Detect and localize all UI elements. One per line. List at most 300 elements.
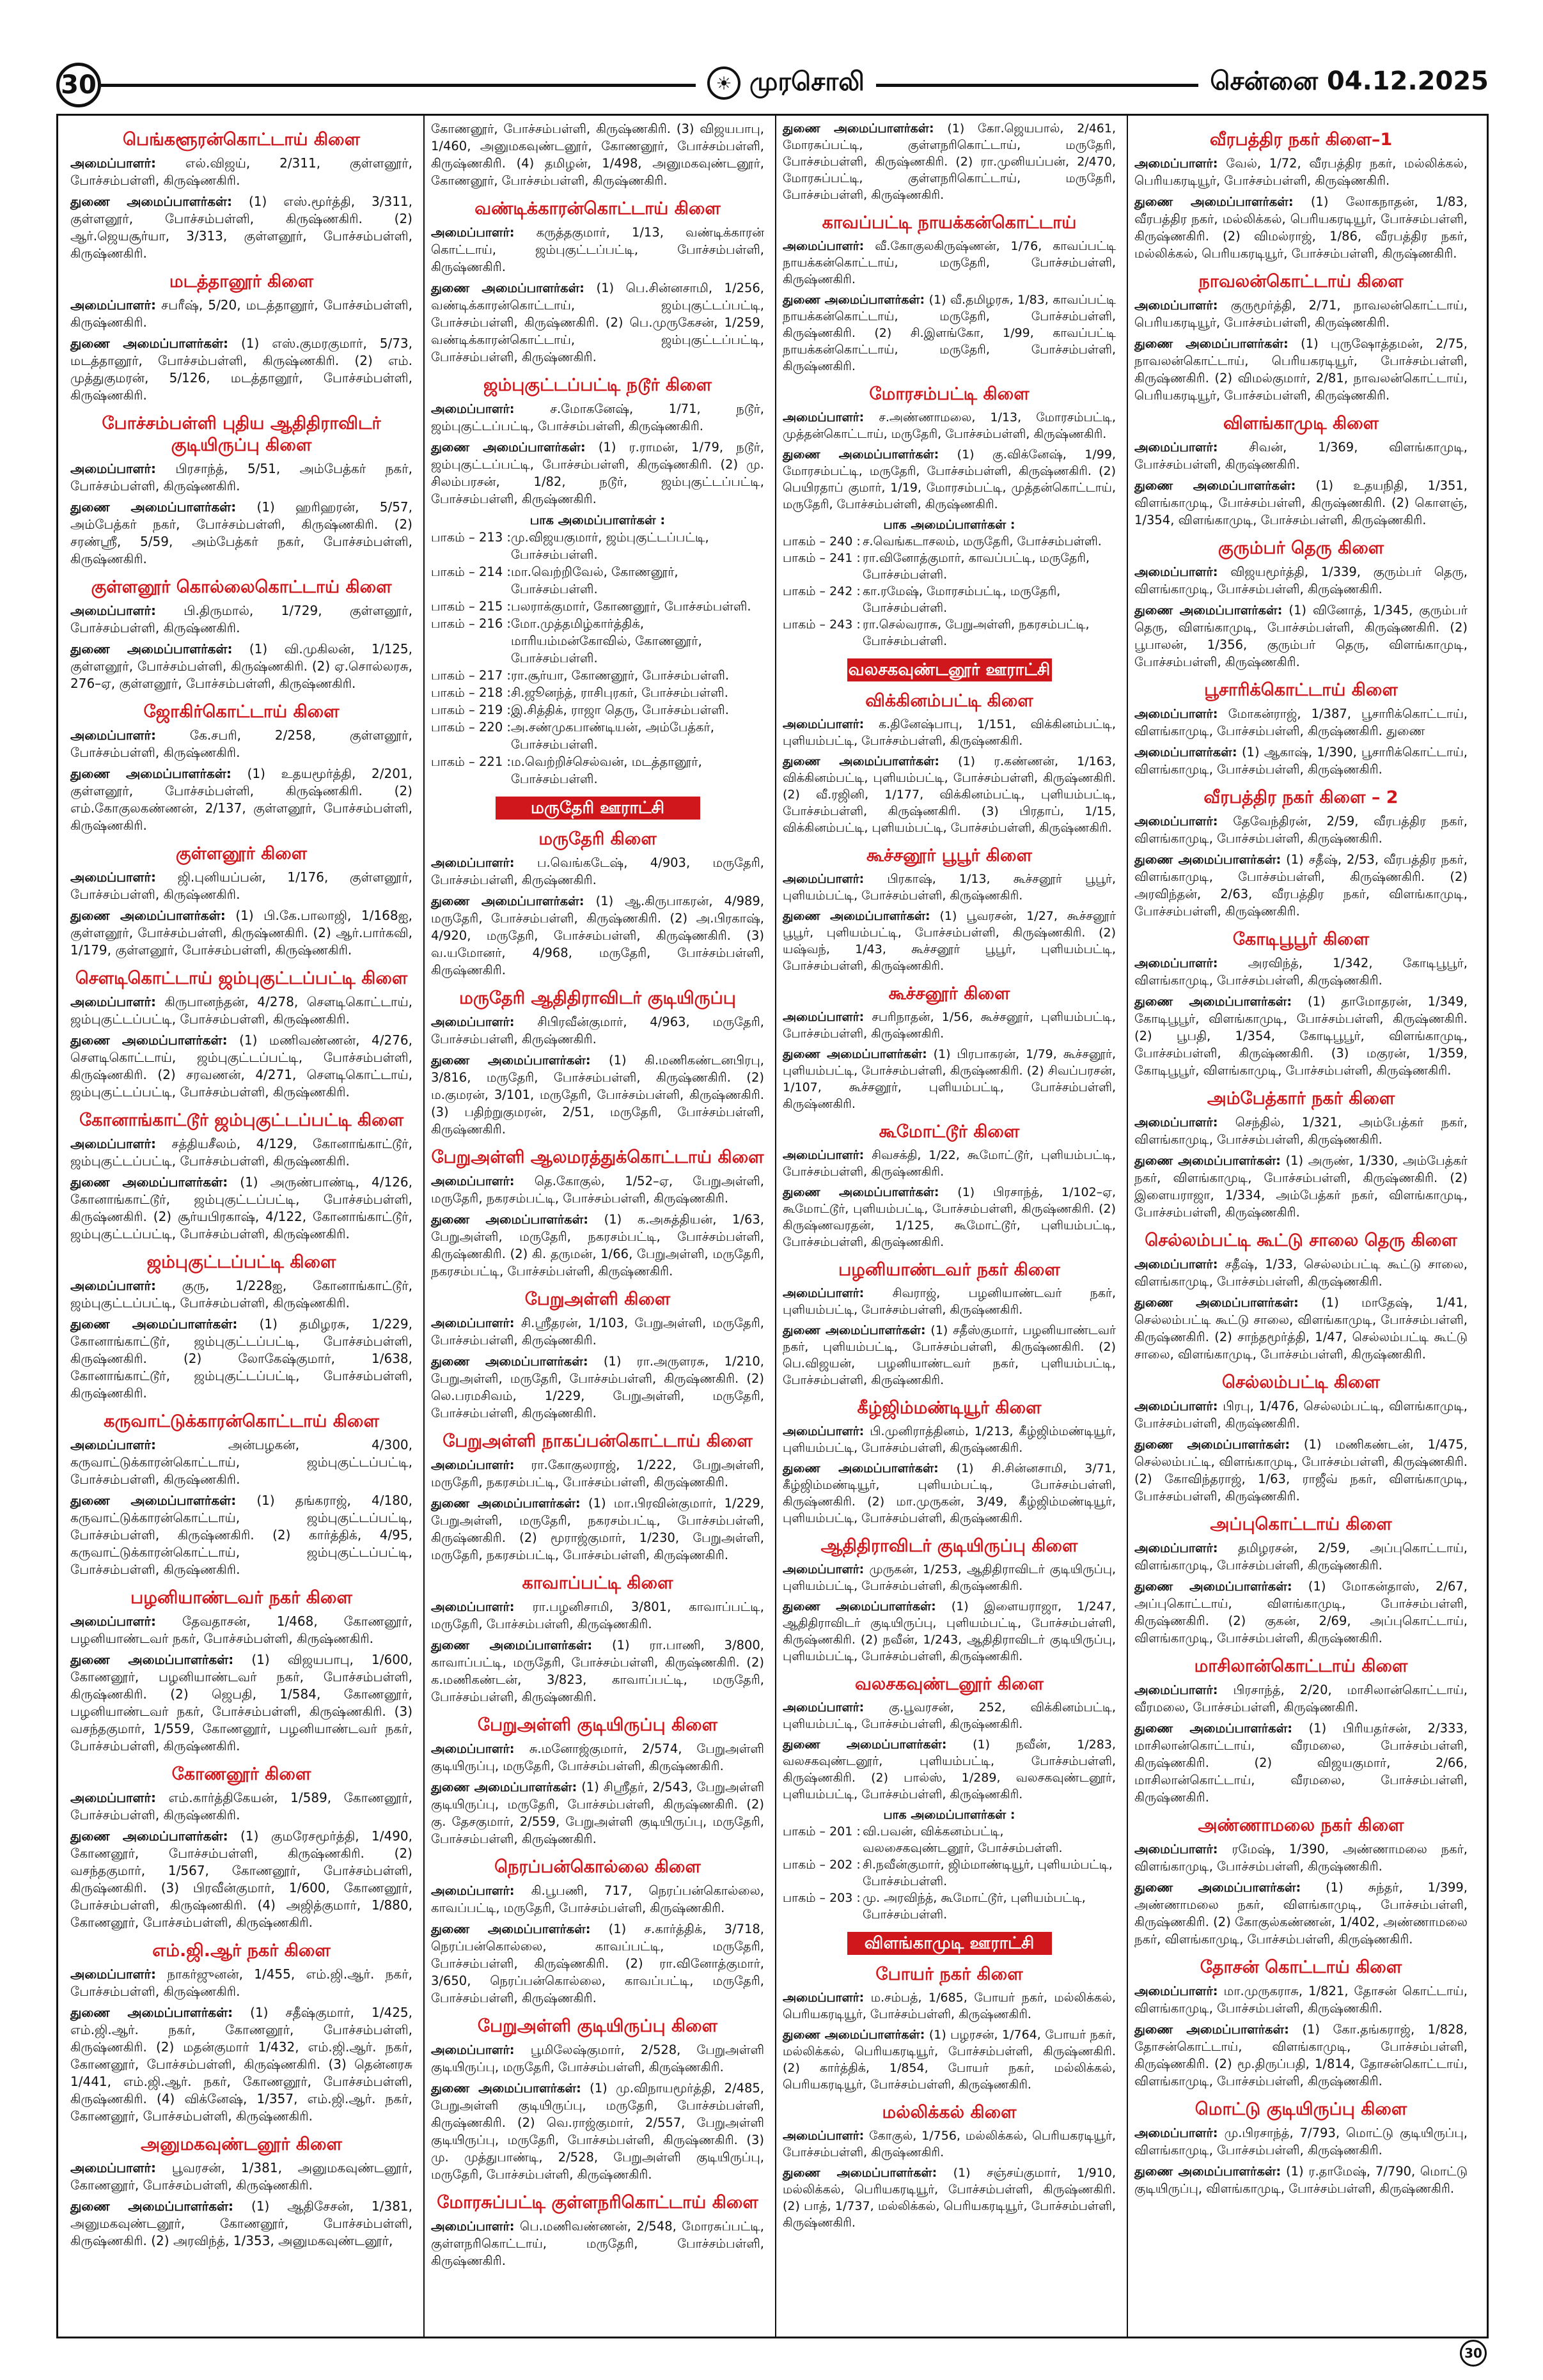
ward-number: பாகம் – 242 : [783, 584, 861, 598]
member-entry [783, 871, 1116, 904]
role-label: துணை அமைப்பாளர்கள்: [783, 1047, 927, 1061]
branch-heading: ஆதிதிராவிடர் குடியிருப்பு கிளை [820, 1536, 1078, 1556]
member-entry [431, 1211, 764, 1280]
member-details: சத்தியசீலம், 4/129, கோனாங்காட்டூர், ஜம்புகுட்டப்பட்டி, போச்சம்பள்ளி, கிருஷ்ணகிரி. [70, 1136, 412, 1169]
member-entry [70, 1436, 412, 1488]
branch-heading: பேறுஅள்ளி குடியிருப்பு கிளை [477, 2016, 718, 2036]
member-entry [431, 1052, 764, 1138]
role-label: அமைப்பாளர்: [1134, 706, 1218, 721]
member-details: ஜி.புனியப்பன், 1/176, குள்ளனூர், போச்சம்பள்ளி, கிருஷ்ணகிரி. [70, 869, 412, 902]
member-entry [783, 292, 1116, 375]
role-label: துணை அமைப்பாளர்கள்: [431, 1212, 589, 1227]
member-entry [70, 1828, 412, 1931]
role-label: துணை அமைப்பாளர்கள்: [70, 766, 231, 781]
role-label: துணை அமைப்பாளர்கள்: [70, 1174, 228, 1190]
ward-organiser: இ.சித்திக், ராஜா தெரு, போச்சம்பள்ளி. [511, 703, 729, 717]
member-entry [431, 2080, 764, 2183]
member-details: சபரீஷ், 5/20, மடத்தானூர், போச்சம்பள்ளி, கிருஷ்ணகிரி. [70, 297, 412, 330]
role-label: துணை அமைப்பாளர்கள்: [431, 281, 584, 295]
member-details: (1) மா.பிரவின்குமார், 1/229, பேறுஅள்ளி, மருதேரி, நகரசம்பட்டி, போச்சம்பள்ளி, கிருஷ்ணகிரி. (2) மூராஜ்குமார், 1/230, பேறுஅள்ளி, மருதேரி, நகரசம்பட்டி, போச்சம்பள்ளி, கிருஷ்ணகிரி. [431, 1496, 765, 1562]
member-details: (1) சிஸ்ரீதர், 2/543, பேறுஅள்ளி குடியிருப்பு, மருதேரி, போச்சம்பள்ளி, கிருஷ்ணகிரி. (2) கு. தேசகுமார், 2/559, பேறுஅள்ளி குடியிருப்பு, மருதேரி, போச்சம்பள்ளி, கிருஷ்ணகிரி. [431, 1780, 765, 1846]
role-label: துணை அமைப்பாளர்கள்: [783, 2028, 925, 2042]
member-entry [1134, 1539, 1468, 1574]
branch-heading: காவாப்பட்டி கிளை [522, 1573, 673, 1593]
ward-number: பாகம் – 216 : [431, 616, 511, 631]
ward-number: பாகம் – 243 : [783, 618, 861, 632]
branch-heading: பழனியாண்டவர் நகர் கிளை [130, 1588, 352, 1608]
member-details: (1) ஆதிசேசன், 1/381, அனுமகவுண்டனூர், கோணனூர், போச்சம்பள்ளி, கிருஷ்ணகிரி. (2) அரவிந்த், 1/353, அனுமகவுண்டனூர், [70, 2198, 412, 2248]
role-label: துணை அமைப்பாளர்கள்: [783, 1323, 926, 1337]
column-4 [1125, 120, 1468, 2201]
member-entry [783, 238, 1116, 288]
member-details: அரவிந்த், 1/342, கோடிபூபூர், விளங்காமுடி, போச்சம்பள்ளி, கிருஷ்ணகிரி. [1134, 956, 1468, 988]
branch-heading: விளங்காமுடி கிளை [1223, 414, 1379, 433]
member-details: (1) மோகன்தாஸ், 2/67, அப்புகொட்டாய், விளங்காமுடி, போச்சம்பள்ளி, கிருஷ்ணகிரி. (2) குகன், 2/69, அப்புகொட்டாய், விளங்காமுடி, போச்சம்பள்ளி, கிருஷ்ணகிரி. [1134, 1579, 1468, 1645]
ward-row [783, 616, 1116, 649]
member-entry [1134, 1256, 1468, 1290]
role-label: அமைப்பாளர்: [783, 1562, 865, 1576]
role-label: அமைப்பாளர்: [431, 1316, 515, 1330]
member-entry [1134, 155, 1468, 189]
member-entry [783, 1046, 1116, 1112]
member-entry [70, 1174, 412, 1243]
ward-row [783, 583, 1116, 616]
ward-number: பாகம் – 220 : [431, 720, 511, 735]
role-label: அமைப்பாளர்: [1134, 1115, 1218, 1130]
role-label: துணை அமைப்பாளர்கள்: [1134, 2022, 1289, 2037]
ward-row [783, 533, 1116, 550]
member-entry [1134, 705, 1468, 740]
member-entry [70, 993, 412, 1028]
branch-heading: குரும்பர் தெரு கிளை [1218, 538, 1384, 558]
member-details: சிவசக்தி, 1/22, கூமோட்டூர், புளியம்பட்டி, போச்சம்பள்ளி, கிருஷ்ணகிரி. [783, 1148, 1116, 1179]
member-details: (1) கோ.தங்கராஜ், 1/828, தோசன்கொட்டாய், விளங்காமுடி, போச்சம்பள்ளி, கிருஷ்ணகிரி. (2) மூ.திருப்பதி, 1/814, தோசன்கொட்டாய், விளங்காமுடி, போச்சம்பள்ளி, கிருஷ்ணகிரி. [1134, 2022, 1468, 2088]
member-entry [431, 1314, 764, 1349]
ward-organiser: கா.ரமேஷ், மோரசம்பட்டி, மருதேரி, போச்சம்பள்ளி. [863, 584, 1061, 615]
member-details: (1) க.அசுத்தியன், 1/63, பேறுஅள்ளி, மருதேரி, நகரசம்பட்டி, போச்சம்பள்ளி, கிருஷ்ணகிரி. (2) கி. தருமன், 1/66, பேறுஅள்ளி, மருதேரி, நகரசம்பட்டி, போச்சம்பள்ளி, கிருஷ்ணகிரி. [431, 1212, 765, 1279]
member-details: கி.பூபணி, 717, நெரப்பன்கொல்லை, காவப்பட்டி, மருதேரி, போச்சம்பள்ளி, கிருஷ்ணகிரி. [431, 1883, 764, 1915]
role-label: அமைப்பாளர்: [783, 717, 865, 731]
member-details: பி.திருமால், 1/729, குள்ளனூர், போச்சம்பள்ளி, கிருஷ்ணகிரி. [70, 603, 412, 635]
role-label: அமைப்பாளர்: [70, 1966, 156, 1982]
member-details: (1) மு.விநாயமூர்த்தி, 2/485, பேறுஅள்ளி குடியிருப்பு, மருதேரி, போச்சம்பள்ளி, கிருஷ்ணகிரி. (2) வெ.ராஜ்குமார், 2/557, பேறுஅள்ளி குடியிருப்பு, மருதேரி, போச்சம்பள்ளி, கிருஷ்ணகிரி. (3) மு. முத்துபாண்டி, 2/528, பேறுஅள்ளி குடியிருப்பு, மருதேரி, போச்சம்பள்ளி, கிருஷ்ணகிரி. [431, 2081, 764, 2182]
ward-organiser: சி.ஜூனந்த், ராசிபுரகர், போச்சம்பள்ளி. [511, 685, 728, 700]
branch-heading: ஜம்புகுட்டப்பட்டி நடூர் கிளை [483, 375, 712, 395]
member-details: (1) லோகநாதன், 1/83, வீரபத்திர நகர், மல்லிக்கல், பெரியகரடியூர், போச்சம்பள்ளி, கிருஷ்ணகிரி. (2) விமல்ராஜ், 1/86, வீரபத்திர நகர், மல்லிக்கல், பெரியகரடியூர், போச்சம்பள்ளி, கிருஷ்ணகிரி. [1134, 194, 1468, 261]
member-entry [1134, 1294, 1468, 1363]
member-details: (1) உதயநிதி, 1/351, விளங்காமுடி, போச்சம்பள்ளி, கிருஷ்ணகிரி. (2) கொளஞ், 1/354, விளங்காமுடி, போச்சம்பள்ளி, கிருஷ்ணகிரி. [1134, 478, 1468, 527]
page-number-badge: 30 [56, 63, 101, 107]
branch-heading: கோனாங்காட்டூர் ஜம்புகுட்டப்பட்டி கிளை [79, 1110, 404, 1130]
member-entry [783, 1989, 1116, 2023]
member-entry [783, 1736, 1116, 1803]
ward-row [431, 719, 764, 753]
branch-heading: மோரசுப்பட்டி குள்ளநரிகொட்டாய் கிளை [437, 2193, 758, 2213]
member-entry [783, 1322, 1116, 1388]
member-entry [1134, 602, 1468, 671]
member-entry [1134, 2163, 1468, 2197]
member-entry [1134, 335, 1468, 404]
member-entry [1134, 954, 1468, 989]
member-entry [70, 2004, 412, 2125]
branch-heading: செல்லம்பட்டி கிளை [1221, 1373, 1381, 1392]
member-entry [1134, 477, 1468, 529]
member-details: (1) சுந்தர், 1/399, அண்ணாமலை நகர், விளங்காமுடி, போச்சம்பள்ளி, கிருஷ்ணகிரி. (2) கோகுல்கண்ணன், 1/402, அண்ணாமலை நகர், விளங்காமுடி, போச்சம்பள்ளி, கிருஷ்ணகிரி. [1134, 1880, 1468, 1947]
role-label: துணை அமைப்பாளர்கள்: [783, 1185, 939, 1199]
member-entry [1134, 193, 1468, 262]
role-label: துணை அமைப்பாளர்கள்: [783, 121, 934, 136]
ward-number: பாகம் – 213 : [431, 530, 511, 545]
member-details: பூமிலேஷ்குமார், 2/528, பேறுஅள்ளி குடியிருப்பு, மருதேரி, போச்சம்பள்ளி, கிருஷ்ணகிரி. [431, 2042, 764, 2074]
member-details: கருத்தகுமார், 1/13, வண்டிக்காரன் கொட்டாய், ஜம்புகுட்டப்பட்டி, போச்சம்பள்ளி, கிருஷ்ணகிரி. [431, 225, 764, 274]
member-details: (1) புருஷோத்தமன், 2/75, நாவலன்கொட்டாய், பெரியகரடியூர், போச்சம்பள்ளி, கிருஷ்ணகிரி. (2) விமல்குமார், 2/81, நாவலன்கொட்டாய், பெரியகரடியூர், போச்சம்பள்ளி, கிருஷ்ணகிரி. [1134, 336, 1468, 403]
member-details: ரமேஷ், 1/390, அண்ணாமலை நகர், விளங்காமுடி, போச்சம்பள்ளி, கிருஷ்ணகிரி. [1134, 1842, 1468, 1874]
member-details: (1) பழரசன், 1/764, போயர் நகர், மல்லிக்கல், பெரியகரடியூர், போச்சம்பள்ளி, கிருஷ்ணகிரி. (2) கார்த்திக், 1/854, போயர் நகர், மல்லிக்கல், பெரியகரடியூர், போச்சம்பள்ளி, கிருஷ்ணகிரி. [783, 2028, 1116, 2092]
role-label: அமைப்பாளர்: [783, 872, 865, 886]
member-details: க.தினேஷ்பாபு, 1/151, விக்கினம்பட்டி, புளியம்பட்டி, போச்சம்பள்ளி, கிருஷ்ணகிரி. [783, 717, 1116, 748]
role-label: துணை அமைப்பாளர்கள்: [431, 894, 584, 908]
member-entry [431, 2218, 764, 2269]
member-entry [70, 641, 412, 692]
branch-heading: மொட்டு குடியிருப்பு கிளை [1194, 2099, 1407, 2119]
role-label: அமைப்பாளர்: [431, 1883, 515, 1898]
member-details: செந்தில், 1/321, அம்பேத்கர் நகர், விளங்காமுடி, போச்சம்பள்ளி, கிருஷ்ணகிரி. [1134, 1115, 1468, 1147]
branch-heading: பேறுஅள்ளி ஆலமரத்துக்கொட்டாய் கிளை [431, 1147, 764, 1167]
member-entry [431, 120, 764, 189]
role-label: அமைப்பாளர்: [1134, 1683, 1218, 1697]
member-entry [70, 602, 412, 637]
member-entry [70, 1316, 412, 1402]
role-label: அமைப்பாளர்: [431, 1741, 515, 1756]
role-label: துணை அமைப்பாளர்கள்: [1134, 478, 1296, 493]
member-details: மோகன்ராஜ், 1/387, பூசாரிக்கொட்டாய், விளங்காமுடி, போச்சம்பள்ளி, கிருஷ்ணகிரி. துணை [1134, 706, 1468, 738]
member-entry [70, 2159, 412, 2194]
member-details: (1) ரா.அருளரசு, 1/210, பேறுஅள்ளி, மருதேரி, போச்சம்பள்ளி, கிருஷ்ணகிரி. (2) லெ.பரமசிவம், 1/229, பேறுஅள்ளி, மருதேரி, போச்சம்பள்ளி, கிருஷ்ணகிரி. [431, 1354, 764, 1420]
member-entry [783, 1699, 1116, 1732]
member-entry [431, 1637, 764, 1706]
panchayat-band: வலசகவுண்டனூர் ஊராட்சி [847, 658, 1052, 681]
role-label: துணை அமைப்பாளர்கள்: [1134, 1437, 1290, 1452]
member-details: (1) எஸ்.மூர்த்தி, 3/311, குள்ளனூர், போச்சம்பள்ளி, கிருஷ்ணகிரி. (2) ஆர்.ஜெயசூர்யா, 3/313, குள்ளனூர், போச்சம்பள்ளி, கிருஷ்ணகிரி. [70, 194, 413, 261]
member-entry [783, 1561, 1116, 1594]
role-label: துணை அமைப்பாளர்கள்: [70, 1493, 237, 1508]
member-entry [783, 120, 1116, 203]
ward-number: பாகம் – 219 : [431, 703, 511, 717]
member-entry [70, 727, 412, 761]
member-entry [70, 869, 412, 903]
member-entry [1134, 813, 1468, 847]
member-details: தமிழரசன், 2/59, அப்புகொட்டாய், விளங்காமுடி, போச்சம்பள்ளி, கிருஷ்ணகிரி. [1134, 1541, 1468, 1573]
member-details: (1) பெ.சின்னசாமி, 1/256, வண்டிக்காரன்கொட்டாய், ஜம்புகுட்டப்பட்டி, போச்சம்பள்ளி, கிருஷ்ணகிரி. (2) பெ.முருகேசன், 1/259, வண்டிக்காரன்கொட்டாய், ஜம்புகுட்டப்பட்டி, போச்சம்பள்ளி, கிருஷ்ணகிரி. [431, 281, 764, 364]
member-details: (1) குமரேசமூர்த்தி, 1/490, கோணனூர், போச்சம்பள்ளி, கிருஷ்ணகிரி. (2) வசந்தகுமார், 1/567, கோணனூர், போச்சம்பள்ளி, கிருஷ்ணகிரி. (3) பிரவீன்குமார், 1/600, கோணனூர், போச்சம்பள்ளி, கிருஷ்ணகிரி. (4) அஜித்குமார், 1/880, கோணனூர், போச்சம்பள்ளி, கிருஷ்ணகிரி. [70, 1828, 413, 1930]
role-label: அமைப்பாளர்: [70, 1278, 156, 1293]
member-details: குரு, 1/228ஐ, கோனாங்காட்டூர், ஜம்புகுட்டப்பட்டி, போச்சம்பள்ளி, கிருஷ்ணகிரி. [70, 1278, 413, 1311]
member-details: (1) உதயமூர்த்தி, 2/201, குள்ளனூர், போச்சம்பள்ளி, கிருஷ்ணகிரி. (2) எம்.கோகுலகண்ணன், 2/137, குள்ளனூர், போச்சம்பள்ளி, கிருஷ்ணகிரி. [70, 766, 413, 833]
member-details: ச.மோகனேஷ், 1/71, நடூர், ஜம்புகுட்டப்பட்டி, போச்சம்பள்ளி, கிருஷ்ணகிரி. [431, 401, 764, 433]
member-entry [1134, 1840, 1468, 1875]
member-details: மா.முருகராசு, 1/821, தோசன் கொட்டாய், விளங்காமுடி, போச்சம்பள்ளி, கிருஷ்ணகிரி. [1134, 1984, 1468, 2016]
role-label: அமைப்பாளர்: [1134, 298, 1218, 313]
dateline: சென்னை 04.12.2025 [1198, 66, 1489, 99]
role-label: துணை அமைப்பாளர்கள்: [783, 1461, 939, 1475]
branch-heading: கீழ்ஜிம்மண்டியூர் கிளை [857, 1398, 1042, 1418]
role-label: அமைப்பாளர்: [70, 155, 156, 171]
member-details: தெ.கோகுல், 1/52–ஏ, பேறுஅள்ளி, மருதேரி, நகரசம்பட்டி, போச்சம்பள்ளி, கிருஷ்ணகிரி. [431, 1174, 764, 1206]
member-entry [70, 1032, 412, 1101]
ward-organiser: ரா.சூர்யா, கோணனூர், போச்சம்பள்ளி. [511, 668, 730, 683]
role-label: அமைப்பாளர்: [1134, 2126, 1218, 2140]
member-details: நாகர்ஜுனன், 1/455, எம்.ஜி.ஆர். நகர், போச்சம்பள்ளி, கிருஷ்ணகிரி. [70, 1966, 413, 1999]
ward-row [431, 701, 764, 719]
branch-heading: மருதேரி கிளை [538, 829, 657, 849]
role-label: அமைப்பாளர்: [431, 1599, 515, 1614]
branch-heading: குள்ளனூர் கிளை [175, 844, 308, 864]
branch-heading: ஜம்புகுட்டப்பட்டி கிளை [146, 1252, 336, 1272]
member-entry [1134, 743, 1468, 778]
member-details: ரா.பழனிசாமி, 3/801, காவாப்பட்டி, மருதேரி, போச்சம்பள்ளி, கிருஷ்ணகிரி. [431, 1599, 764, 1631]
member-details: சதீஷ், 1/33, செல்லம்பட்டி கூட்டு சாலை, விளங்காமுடி, போச்சம்பள்ளி, கிருஷ்ணகிரி. [1134, 1257, 1468, 1289]
role-label: அமைப்பாளர்: [431, 2219, 515, 2234]
role-label: துணை அமைப்பாளர்கள்: [783, 1599, 936, 1614]
role-label: துணை அமைப்பாளர்கள்: [431, 1496, 581, 1511]
branch-heading: எம்.ஜி.ஆர் நகர் கிளை [152, 1941, 331, 1961]
role-label: துணை அமைப்பாளர்கள்: [431, 1780, 577, 1794]
branch-heading: தோசன் கொட்டாய் கிளை [1200, 1957, 1402, 1977]
role-label: அமைப்பாளர்: [1134, 1399, 1218, 1413]
branch-heading: செளடிகொட்டாய் ஜம்புகுட்டப்பட்டி கிளை [75, 968, 408, 988]
role-label: துணை அமைப்பாளர்கள்: [70, 1652, 234, 1667]
role-label: துணை அமைப்பாளர்கள்: [1134, 852, 1281, 867]
member-entry [1134, 1879, 1468, 1948]
member-entry [783, 753, 1116, 836]
branch-heading: மருதேரி ஆதிதிராவிடர் குடியிருப்பு [459, 988, 736, 1008]
ward-row [431, 563, 764, 598]
member-details: சிபிரவீன்குமார், 4/963, மருதேரி, போச்சம்பள்ளி, கிருஷ்ணகிரி. [431, 1015, 764, 1046]
branch-heading: அண்ணாமலை நகர் கிளை [1198, 1816, 1404, 1835]
role-label: அமைப்பாளர்: [1134, 156, 1218, 171]
role-label: அமைப்பாளர்: [431, 1174, 515, 1188]
member-details: சிவராஜ், பழனியாண்டவர் நகர், புளியம்பட்டி, போச்சம்பள்ளி, கிருஷ்ணகிரி. [783, 1286, 1116, 1317]
member-details: (1) சஞ்சய்குமார், 1/910, மல்லிக்கல், பெரியகரடியூர், போச்சம்பள்ளி, கிருஷ்ணகிரி. (2) பாத், 1/737, மல்லிக்கல், பெரியகரடியூர், போச்சம்பள்ளி, கிருஷ்ணகிரி. [783, 2166, 1116, 2230]
member-details: (1) விஜயபாபு, 1/600, கோணனூர், பழனியாண்டவர் நகர், போச்சம்பள்ளி, கிருஷ்ணகிரி. (2) ஜெபதி, 1/584, கோணனூர், பழனியாண்டவர் நகர், போச்சம்பள்ளி, கிருஷ்ணகிரி. (3) வசந்தகுமார், 1/559, கோணனூர், பழனியாண்டவர் நகர், போச்சம்பள்ளி, கிருஷ்ணகிரி. [70, 1652, 412, 1754]
role-label: துணை அமைப்பாளர்கள்: [70, 641, 233, 657]
member-details: (1) ச.கார்த்திக், 3/718, நெரப்பன்கொல்லை, காவப்பட்டி, மருதேரி, போச்சம்பள்ளி, கிருஷ்ணகிரி. (2) ரா.வினோத்குமார், 3/650, நெரப்பன்கொல்லை, காவப்பட்டி, மருதேரி, போச்சம்பள்ளி, கிருஷ்ணகிரி. [431, 1922, 765, 2005]
member-details: தேவதாசன், 1/468, கோணனூர், பழனியாண்டவர் நகர், போச்சம்பள்ளி, கிருஷ்ணகிரி. [70, 1614, 413, 1646]
role-label: அமைப்பாளர்: [70, 1437, 156, 1452]
branch-heading: பேறுஅள்ளி நாகப்பன்கொட்டாய் கிளை [443, 1431, 753, 1451]
member-entry [783, 716, 1116, 749]
member-details: தேவேந்திரன், 2/59, வீரபத்திர நகர், விளங்காமுடி, போச்சம்பள்ளி, கிருஷ்ணகிரி. [1134, 814, 1468, 846]
role-label: அமைப்பாளர்கள்: [1134, 745, 1237, 759]
branch-heading: கோடிபூபூர் கிளை [1232, 929, 1370, 949]
member-details: அன்பழகன், 4/300, கருவாட்டுக்காரன்கொட்டாய், ஜம்புகுட்டப்பட்டி, போச்சம்பள்ளி, கிருஷ்ணகிரி. [70, 1437, 413, 1487]
branch-heading: அப்புகொட்டாய் கிளை [1210, 1514, 1392, 1534]
member-details: (1) ஹரிஹரன், 5/57, அம்பேத்கர் நகர், போச்சம்பள்ளி, கிருஷ்ணகிரி. (2) சரண்ஸ்ரீ, 5/59, அம்பேத்கர் நகர், போச்சம்பள்ளி, கிருஷ்ணகிரி. [70, 499, 412, 566]
member-entry [70, 1966, 412, 2000]
role-label: துணை அமைப்பாளர்கள்: [431, 440, 586, 455]
role-label: அமைப்பாளர்: [1134, 814, 1218, 828]
member-entry [431, 1598, 764, 1633]
member-details: (1) வீ.தமிழரசு, 1/83, காவப்பட்டி நாயக்கன்கொட்டாய், மருதேரி, போச்சம்பள்ளி, கிருஷ்ணகிரி. (2) சி.இளங்கோ, 1/99, காவப்பட்டி நாயக்கன்கொட்டாய், மருதேரி, போச்சம்பள்ளி, கிருஷ்ணகிரி. [783, 293, 1116, 373]
member-details: கு.பூவரசன், 252, விக்கினம்பட்டி, புளியம்பட்டி, போச்சம்பள்ளி, கிருஷ்ணகிரி. [783, 1700, 1116, 1731]
branch-heading: குள்ளனூர் கொல்லைகொட்டாய் கிளை [91, 577, 392, 597]
branch-heading: அனுமகவுண்டனூர் கிளை [141, 2135, 342, 2154]
member-entry [1134, 2021, 1468, 2090]
role-label: துணை அமைப்பாளர்கள்: [1134, 994, 1292, 1009]
role-label: அமைப்பாளர்: [783, 1286, 865, 1300]
member-entry [431, 1172, 764, 1207]
member-details: (1) கோ.ஜெயபால், 2/461, மோரசுப்பட்டி, குள்ளநரிகொட்டாய், மருதேரி, போச்சம்பள்ளி, கிருஷ்ணகிரி. (2) ரா.முனியப்பன், 2/470, மோரசுப்பட்டி, குள்ளநரிகொட்டாய், மருதேரி, போச்சம்பள்ளி, கிருஷ்ணகிரி. [783, 121, 1116, 202]
member-details: (1) வினோத், 1/345, குரும்பர் தெரு, விளங்காமுடி, போச்சம்பள்ளி, கிருஷ்ணகிரி. (2) பூபாலன், 1/356, குரும்பர் தெரு, விளங்காமுடி, போச்சம்பள்ளி, கிருஷ்ணகிரி. [1134, 603, 1468, 669]
member-details: ரா.கோகுலராஜ், 1/222, பேறுஅள்ளி, மருதேரி, நகரசம்பட்டி, போச்சம்பள்ளி, கிருஷ்ணகிரி. [431, 1458, 765, 1489]
member-entry [1134, 851, 1468, 920]
role-label: துணை அமைப்பாளர்கள்: [1134, 336, 1288, 351]
role-label: அமைப்பாளர்: [431, 1458, 515, 1472]
branch-heading: வண்டிக்காரன்கொட்டாய் கிளை [474, 199, 721, 219]
branch-heading: கூச்சனூர் கிளை [888, 984, 1010, 1004]
member-entry [783, 1009, 1116, 1042]
member-details: மு.பிரசாந்த், 7/793, மொட்டு குடியிருப்பு, விளங்காமுடி, போச்சம்பள்ளி, கிருஷ்ணகிரி. [1134, 2126, 1468, 2158]
member-entry [431, 1882, 764, 1917]
member-entry [1134, 993, 1468, 1079]
member-entry [70, 155, 412, 189]
branch-heading: செல்லம்பட்டி கூட்டு சாலை தெரு கிளை [1145, 1231, 1457, 1250]
ward-organisers-heading: பாக அமைப்பாளர்கள் : [529, 513, 666, 527]
column-3 [774, 120, 1116, 2235]
member-details: கிருபானந்தன், 4/278, செளடிகொட்டாய், ஜம்புகுட்டப்பட்டி, போச்சம்பள்ளி, கிருஷ்ணகிரி. [70, 994, 412, 1027]
branch-heading: விக்கினம்பட்டி கிளை [865, 691, 1033, 711]
branch-heading: வீரபத்திர நகர் கிளை – 2 [1203, 788, 1398, 807]
role-label: அமைப்பாளர்: [70, 994, 156, 1009]
member-details: (1) பிரபாகரன், 1/79, கூச்சனூர், புளியம்பட்டி, போச்சம்பள்ளி, கிருஷ்ணகிரி. (2) சிவப்பரசன், 1/107, கூச்சனூர், புளியம்பட்டி, போச்சம்பள்ளி, கிருஷ்ணகிரி. [783, 1047, 1116, 1111]
role-label: துணை அமைப்பாளர்கள்: [1134, 194, 1294, 209]
ward-number: பாகம் – 215 : [431, 599, 511, 614]
member-details: (1) ர.தாமேஷ், 7/790, மொட்டு குடியிருப்பு, விளங்காமுடி, போச்சம்பள்ளி, கிருஷ்ணகிரி. [1134, 2164, 1468, 2196]
role-label: அமைப்பாளர்: [1134, 956, 1218, 970]
branch-heading: காவப்பட்டி நாயக்கன்கொட்டாய் [822, 213, 1077, 233]
member-entry [431, 1013, 764, 1048]
ward-organiser: அ.சண்முகபாண்டியன், அம்பேத்கர், போச்சம்பள்ளி. [511, 720, 714, 752]
member-entry [431, 854, 764, 889]
branch-heading: மோரசம்பட்டி கிளை [869, 384, 1030, 404]
ward-organisers [783, 1807, 1116, 1923]
member-details: பிரசாந்த், 2/20, மாசிலான்கொட்டாய், வீரமலை, போச்சம்பள்ளி, கிருஷ்ணகிரி. [1134, 1683, 1468, 1715]
member-details: வீ.கோகுலகிருஷ்ணன், 1/76, காவப்பட்டி நாயக்கன்கொட்டாய், மருதேரி, போச்சம்பள்ளி, கிருஷ்ணகிரி. [783, 239, 1116, 286]
role-label: துணை அமைப்பாளர்கள்: [1134, 1721, 1292, 1736]
member-details: பிரபு, 1/476, செல்லம்பட்டி, விளங்காமுடி, போச்சம்பள்ளி, கிருஷ்ணகிரி. [1134, 1399, 1468, 1431]
role-label: துணை அமைப்பாளர்கள்: [431, 1638, 593, 1653]
member-details: (1) ரா.பாணி, 3/800, காவாப்பட்டி, மருதேரி, போச்சம்பள்ளி, கிருஷ்ணகிரி. (2) க.மணிகண்டன், 3/823, காவாப்பட்டி, மருதேரி, போச்சம்பள்ளி, கிருஷ்ணகிரி. [431, 1638, 764, 1704]
member-entry [431, 1740, 764, 1775]
member-entry [70, 1277, 412, 1312]
member-details: கோணனூர், போச்சம்பள்ளி, கிருஷ்ணகிரி. (3) விஜயபாபு, 1/460, அனுமகவுண்டனூர், கோணனூர், போச்சம்பள்ளி, கிருஷ்ணகிரி. (4) தமிழன், 1/498, அனுமகவுண்டனூர், கோணனூர், போச்சம்பள்ளி, கிருஷ்ணகிரி. [431, 121, 764, 188]
branch-heading: அம்பேத்கார் நகர் கிளை [1207, 1089, 1395, 1108]
member-entry [431, 1778, 764, 1847]
member-entry [431, 1495, 764, 1564]
ward-row [783, 1856, 1116, 1890]
member-entry [70, 1651, 412, 1755]
role-label: அமைப்பாளர்: [70, 1614, 156, 1629]
member-details: சு.மனோஜ்குமார், 2/574, பேறுஅள்ளி குடியிருப்பு, மருதேரி, போச்சம்பள்ளி, கிருஷ்ணகிரி. [431, 1741, 764, 1773]
member-entry [431, 224, 764, 276]
member-details: (1) கு.விக்னேஷ், 1/99, மோரசம்பட்டி, மருதேரி, போச்சம்பள்ளி, கிருஷ்ணகிரி. (2) பெயிரதாப் குமார், 1/19, மோரசம்பட்டி, முத்தன்கொட்டாய், மருதேரி, போச்சம்பள்ளி, கிருஷ்ணகிரி. [783, 447, 1116, 511]
ward-organiser: சி.நவீன்குமார், ஜிம்மாண்டியூர், புளியம்பட்டி, போச்சம்பள்ளி. [863, 1858, 1113, 1888]
member-details: (1) வி.முகிலன், 1/125, குள்ளனூர், போச்சம்பள்ளி, கிருஷ்ணகிரி. (2) ஏ.சொல்லரசு, 276–ஏ, குள்ளனூர், போச்சம்பள்ளி, கிருஷ்ணகிரி. [70, 641, 412, 691]
ward-number: பாகம் – 221 : [431, 754, 511, 769]
member-entry [783, 446, 1116, 513]
branch-heading: போயர் நகர் கிளை [875, 1964, 1023, 1984]
member-details: (1) பிரியதர்சன், 2/333, மாசிலான்கொட்டாய், வீரமலை, போச்சம்பள்ளி, கிருஷ்ணகிரி. (2) விஜயகுமார், 2/66, மாசிலான்கொட்டாய், வீரமலை, போச்சம்பள்ளி, கிருஷ்ணகிரி. [1134, 1721, 1468, 1805]
role-label: அமைப்பாளர்: [1134, 440, 1218, 455]
member-details: (1) மணிகண்டன், 1/475, செல்லம்பட்டி, விளங்காமுடி, போச்சம்பள்ளி, கிருஷ்ணகிரி. (2) கோவிந்தராஜ், 1/63, ராஜீவ் நகர், விளங்காமுடி, போச்சம்பள்ளி, கிருஷ்ணகிரி. [1134, 1437, 1468, 1504]
ward-row [783, 550, 1116, 583]
branch-heading: நெரப்பன்கொல்லை கிளை [494, 1857, 701, 1877]
branch-heading: மல்லிக்கல் கிளை [882, 2103, 1017, 2122]
role-label: அமைப்பாளர்: [431, 225, 515, 240]
member-details: பிரகாஷ், 1/13, கூச்சனூர் பூபூர், புளியம்பட்டி, போச்சம்பள்ளி, கிருஷ்ணகிரி. [783, 872, 1116, 903]
branch-heading: பழனியாண்டவர் நகர் கிளை [838, 1260, 1060, 1280]
member-entry [1134, 1397, 1468, 1432]
member-entry [783, 2127, 1116, 2161]
ward-organiser: ரா.செல்வராசு, பேறுஅள்ளி, நகரசம்பட்டி, போச்சம்பள்ளி. [863, 618, 1090, 648]
member-entry [431, 2041, 764, 2076]
role-label: துணை அமைப்பாளர்கள்: [431, 1922, 591, 1936]
member-entry [431, 439, 764, 508]
member-entry [1134, 439, 1468, 473]
role-label: துணை அமைப்பாளர்கள்: [783, 2166, 937, 2180]
role-label: அமைப்பாளர்: [783, 1991, 865, 2005]
branch-heading: கூமோட்டூர் கிளை [879, 1122, 1020, 1142]
role-label: துணை அமைப்பாளர்கள்: [70, 194, 233, 209]
ward-number: பாகம் – 240 : [783, 534, 861, 548]
role-label: துணை அமைப்பாளர்கள்: [431, 2081, 581, 2096]
role-label: துணை அமைப்பாளர்கள்: [1134, 1153, 1281, 1168]
role-label: அமைப்பாளர்: [431, 401, 515, 416]
role-label: அமைப்பாளர்: [783, 239, 865, 253]
branch-heading: பெங்களூரன்கொட்டாய் கிளை [123, 130, 360, 150]
branch-heading: மடத்தானூர் கிளை [169, 272, 314, 292]
role-label: அமைப்பாளர்: [70, 603, 156, 618]
role-label: அமைப்பாளர்: [431, 1015, 515, 1029]
member-entry [783, 1598, 1116, 1665]
member-details: (1) கி.மணிகண்டனபிரபு, 3/816, மருதேரி, போச்சம்பள்ளி, கிருஷ்ணகிரி. (2) ம.குமரன், 3/101, மருதேரி, போச்சம்பள்ளி, கிருஷ்ணகிரி. (3) பதிற்றுகுமரன், 2/51, மருதேரி, போச்சம்பள்ளி, கிருஷ்ணகிரி. [431, 1053, 765, 1137]
footer-page-number: 30 [1460, 2340, 1487, 2367]
branch-heading: வலசகவுண்டனூர் கிளை [855, 1674, 1044, 1694]
member-entry [1134, 563, 1468, 598]
member-details: (1) அருண்பாண்டி, 4/126, கோனாங்காட்டூர், ஜம்புகுட்டப்பட்டி, போச்சம்பள்ளி, கிருஷ்ணகிரி. (2) சூர்யபிரகாஷ், 4/122, கோனாங்காட்டூர், ஜம்புகுட்டப்பட்டி, போச்சம்பள்ளி, கிருஷ்ணகிரி. [70, 1174, 412, 1241]
member-details: விஜயமூர்த்தி, 1/339, குரும்பர் தெரு, விளங்காமுடி, போச்சம்பள்ளி, கிருஷ்ணகிரி. [1134, 564, 1468, 596]
role-label: அமைப்பாளர்: [783, 1700, 865, 1715]
member-entry [431, 400, 764, 435]
member-details: (1) ஆகாஷ், 1/390, பூசாரிக்கொட்டாய், விளங்காமுடி, போச்சம்பள்ளி, கிருஷ்ணகிரி. [1134, 745, 1468, 777]
member-entry [1134, 1578, 1468, 1647]
ward-organiser: மு. அரவிந்த், கூமோட்டூர், புளியம்பட்டி, போச்சம்பள்ளி. [863, 1891, 1086, 1922]
role-label: துணை அமைப்பாளர்கள்: [783, 293, 925, 307]
member-entry [783, 1147, 1116, 1180]
member-details: (1) மணிவண்ணன், 4/276, செளடிகொட்டாய், ஜம்புகுட்டப்பட்டி, போச்சம்பள்ளி, கிருஷ்ணகிரி. (2) சரவணன், 4/271, செளடிகொட்டாய், ஜம்புகுட்டப்பட்டி, போச்சம்பள்ளி, கிருஷ்ணகிரி. [70, 1032, 413, 1100]
branch-heading: கூச்சனூர் பூபூர் கிளை [866, 846, 1032, 866]
member-entry [783, 2026, 1116, 2093]
ward-row [431, 598, 764, 615]
member-details: (1) ஆ.கிருபாகரன், 4/989, மருதேரி, போச்சம்பள்ளி, கிருஷ்ணகிரி. (2) அ.பிரகாஷ், 4/920, மருதேரி, போச்சம்பள்ளி, கிருஷ்ணகிரி. (3) வ.யமோனர், 4/968, மருதேரி, போச்சம்பள்ளி, கிருஷ்ணகிரி. [431, 894, 765, 977]
member-details: (1) நவீன், 1/283, வலசகவுண்டனூர், புளியம்பட்டி, போச்சம்பள்ளி, கிருஷ்ணகிரி. (2) பால்ஸ், 1/289, வலசகவுண்டனூர், புளியம்பட்டி, போச்சம்பள்ளி, கிருஷ்ணகிரி. [783, 1738, 1116, 1801]
role-label: துணை அமைப்பாளர்கள்: [1134, 1579, 1292, 1594]
ward-organiser: மா.வெற்றிவேல், கோணனூர், போச்சம்பள்ளி. [511, 564, 678, 596]
member-entry [70, 765, 412, 834]
ward-organisers-heading: பாக அமைப்பாளர்கள் : [883, 518, 1015, 532]
ward-organiser: ம.வெற்றிச்செல்வன், மடத்தானூர், போச்சம்பள்ளி. [511, 754, 702, 786]
member-entry [1134, 1720, 1468, 1806]
